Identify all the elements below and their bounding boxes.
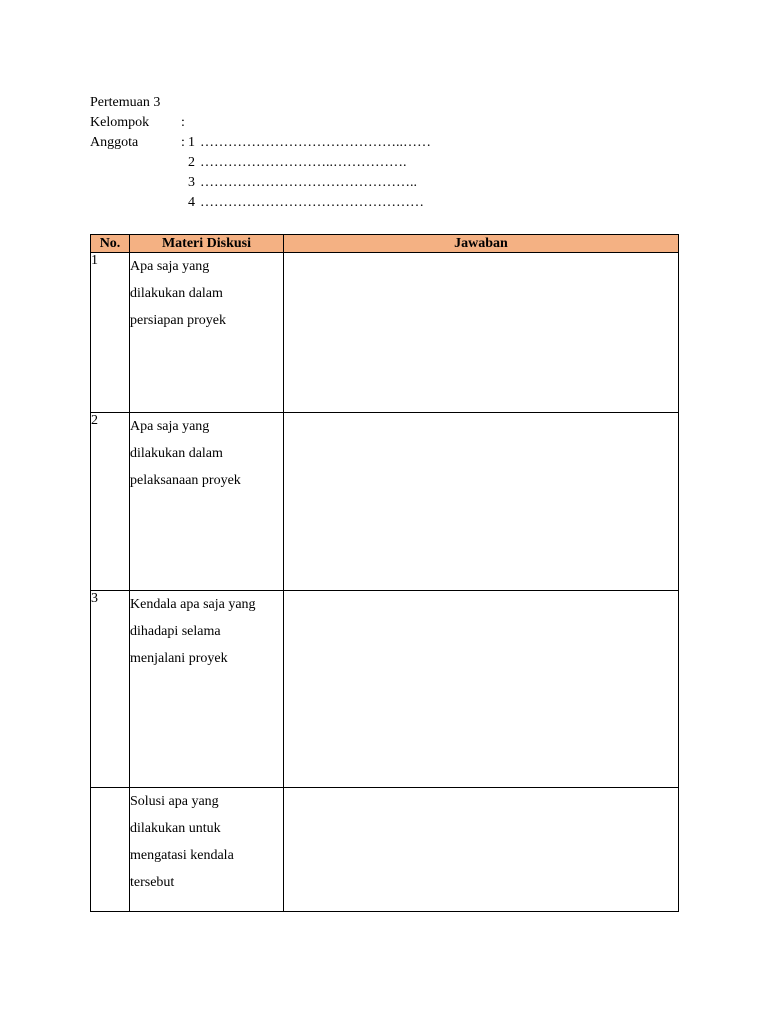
member-fill-line: …………………………………………: [200, 195, 424, 210]
header-materi: Materi Diskusi: [130, 235, 284, 253]
meeting-row: [90, 93, 490, 113]
topic-line: persiapan proyek: [130, 313, 227, 328]
topic-line: Apa saja yang: [130, 259, 210, 274]
topic-line: Kendala apa saja yang: [130, 597, 256, 612]
header-jawaban: Jawaban: [284, 235, 679, 253]
table-row: [91, 253, 679, 413]
topic-line: dihadapi selama: [130, 624, 221, 639]
member-fill-line: ………………………………………..: [200, 175, 417, 190]
discussion-topic: [130, 788, 284, 912]
row-number: 3: [91, 591, 130, 788]
topic-line: tersebut: [130, 875, 175, 890]
member-number: 2: [188, 155, 195, 170]
table-row: [91, 591, 679, 788]
member-number: 1: [188, 135, 195, 150]
row-number: 1: [91, 253, 130, 413]
answer-cell[interactable]: [284, 253, 679, 413]
member-fill-line: ……………………………………..……: [200, 135, 431, 150]
member-row-4: [90, 193, 490, 213]
member-number: 3: [188, 175, 195, 190]
table-header-row: [91, 235, 679, 253]
topic-line: Apa saja yang: [130, 419, 210, 434]
topic-line: mengatasi kendala: [130, 848, 234, 863]
group-row: [90, 113, 490, 133]
group-colon: :: [181, 115, 185, 130]
members-colon: :: [181, 135, 185, 150]
topic-line: dilakukan dalam: [130, 446, 223, 461]
member-fill-line: ………………………..…………….: [200, 155, 407, 170]
topic-line: Solusi apa yang: [130, 794, 219, 809]
discussion-topic: [130, 413, 284, 591]
member-row-3: [90, 173, 490, 193]
header-no: No.: [91, 235, 130, 253]
answer-cell[interactable]: [284, 413, 679, 591]
members-label: Anggota: [90, 135, 139, 150]
meeting-title: Pertemuan 3: [90, 95, 161, 110]
table-row: [91, 788, 679, 912]
topic-line: pelaksanaan proyek: [130, 473, 241, 488]
answer-cell[interactable]: [284, 788, 679, 912]
topic-line: dilakukan dalam: [130, 286, 223, 301]
table-row: [91, 413, 679, 591]
topic-line: dilakukan untuk: [130, 821, 221, 836]
discussion-table: [90, 234, 679, 912]
discussion-topic: [130, 591, 284, 788]
member-row-2: [90, 153, 490, 173]
topic-line: menjalani proyek: [130, 651, 228, 666]
discussion-topic: [130, 253, 284, 413]
member-number: 4: [188, 195, 195, 210]
answer-cell[interactable]: [284, 591, 679, 788]
row-number: 2: [91, 413, 130, 591]
member-row-1: [90, 133, 490, 153]
group-label: Kelompok: [90, 115, 150, 130]
row-number: [91, 788, 130, 912]
group-info-header: [90, 93, 490, 213]
